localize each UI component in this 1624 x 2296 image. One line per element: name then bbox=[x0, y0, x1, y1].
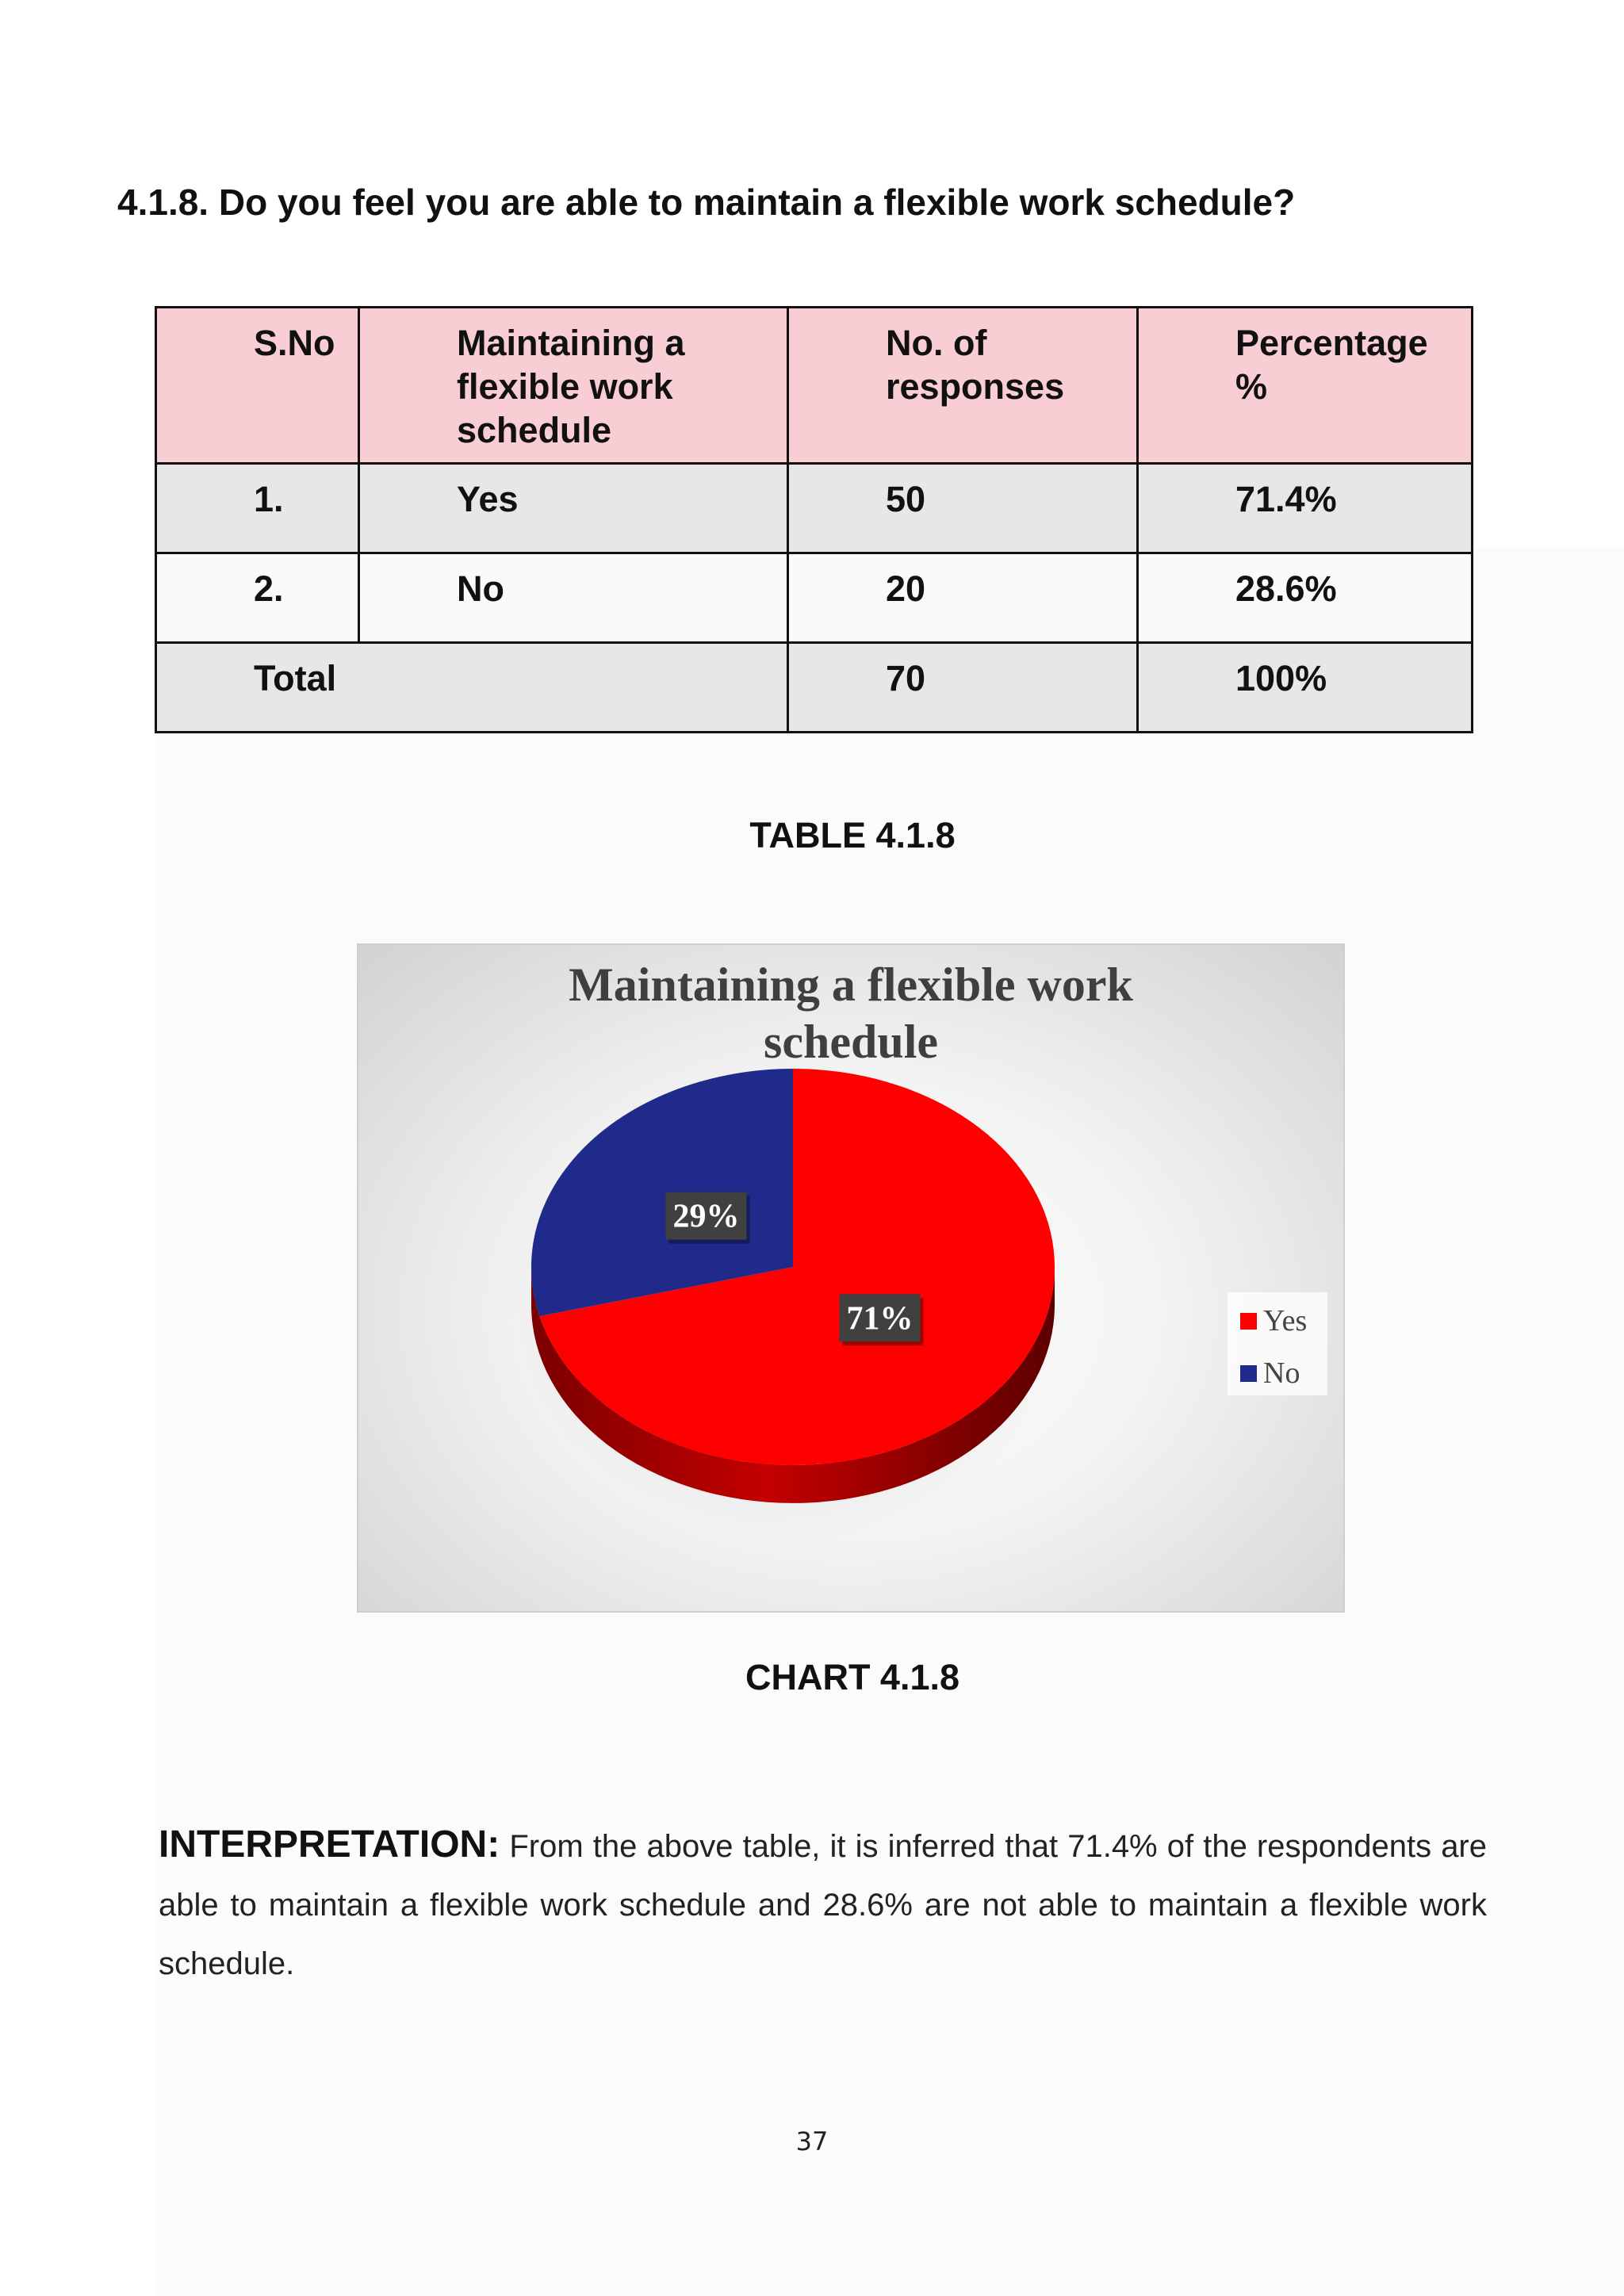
chart-title-line: schedule bbox=[763, 1016, 939, 1068]
table-total-row bbox=[156, 643, 1473, 733]
svg-text:29%: 29% bbox=[672, 1198, 740, 1235]
table-caption: TABLE 4.1.8 bbox=[749, 815, 956, 855]
question-heading: 4.1.8. Do you feel you are able to maintain a flexible work schedule? bbox=[117, 182, 1296, 223]
cell-total-label: Total bbox=[156, 643, 788, 733]
interpretation-lead: INTERPRETATION: bbox=[159, 1823, 500, 1866]
svg-text:71%: 71% bbox=[846, 1300, 914, 1337]
header-percentage: Percentage % bbox=[1138, 308, 1473, 464]
cell-responses: 20 bbox=[788, 553, 1138, 643]
legend-swatch-yes bbox=[1240, 1313, 1257, 1330]
cell-option: Yes bbox=[359, 464, 788, 553]
table-header-row bbox=[156, 308, 1473, 464]
page-number: 37 bbox=[795, 2126, 829, 2156]
cell-total-percentage: 100% bbox=[1138, 643, 1473, 733]
legend-swatch-no bbox=[1240, 1365, 1257, 1382]
pie-svg bbox=[358, 945, 1343, 1611]
cell-responses: 50 bbox=[788, 464, 1138, 553]
legend-item-no bbox=[1240, 1356, 1300, 1391]
cell-sno: 2. bbox=[156, 553, 359, 643]
table-row bbox=[156, 553, 1473, 643]
table-row bbox=[156, 464, 1473, 553]
data-label-yes bbox=[840, 1294, 924, 1345]
pie-chart bbox=[357, 943, 1345, 1613]
chart-caption: CHART 4.1.8 bbox=[745, 1657, 960, 1697]
cell-total-responses: 70 bbox=[788, 643, 1138, 733]
header-responses: No. of responses bbox=[788, 308, 1138, 464]
data-label-no bbox=[665, 1192, 749, 1244]
cell-percentage: 28.6% bbox=[1138, 553, 1473, 643]
cell-sno: 1. bbox=[156, 464, 359, 553]
legend-label-yes: Yes bbox=[1263, 1304, 1308, 1337]
header-option: Maintaining a flexible work schedule bbox=[359, 308, 788, 464]
cell-percentage: 71.4% bbox=[1138, 464, 1473, 553]
interpretation-paragraph bbox=[159, 1816, 1487, 1993]
chart-legend bbox=[1228, 1292, 1327, 1395]
legend-label-no: No bbox=[1263, 1357, 1300, 1390]
header-sno: S.No bbox=[156, 308, 359, 464]
interpretation-text: From the above table, it is inferred that 71.4% of the respondents are able to maintain a flexible work schedule and 28.6% are not able to maintain a flexible work schedule. bbox=[159, 1829, 1488, 1981]
cell-option: No bbox=[359, 553, 788, 643]
responses-table bbox=[155, 306, 1473, 733]
legend-item-yes bbox=[1240, 1303, 1307, 1338]
chart-title-line: Maintaining a flexible work bbox=[569, 959, 1133, 1011]
